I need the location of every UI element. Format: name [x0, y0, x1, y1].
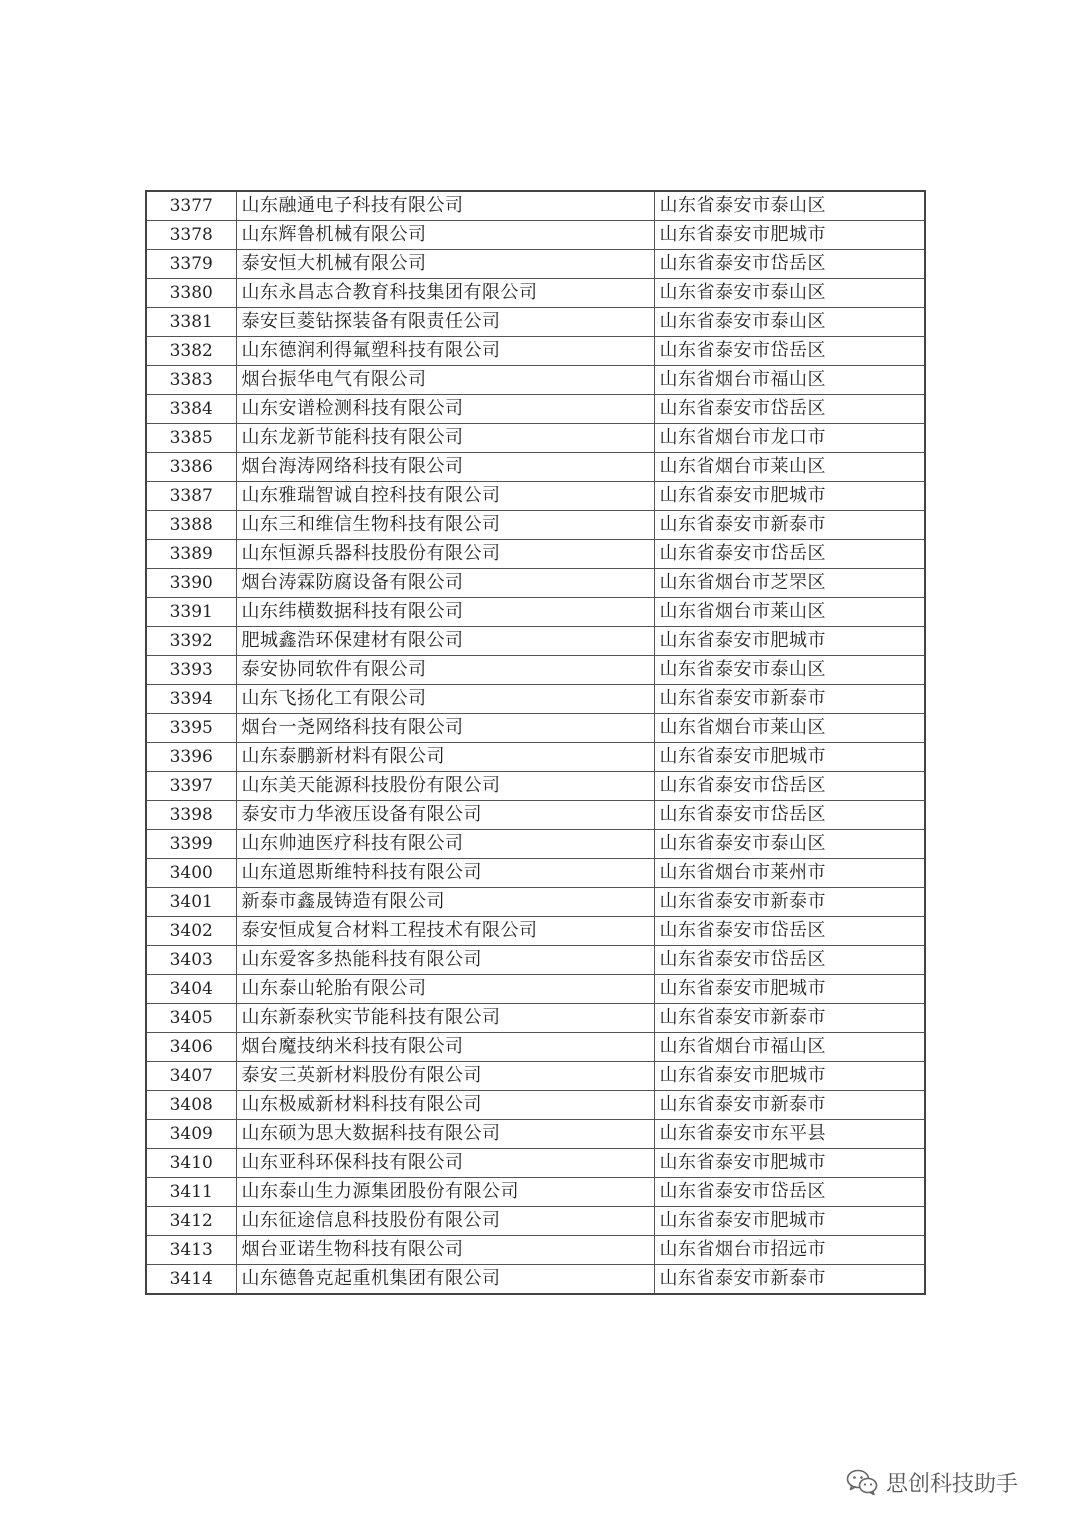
- company-name: 泰安协同软件有限公司: [236, 656, 654, 685]
- company-location: 山东省泰安市东平县: [654, 1120, 925, 1149]
- table-row: [146, 221, 925, 250]
- table-row: [146, 250, 925, 279]
- company-location: 山东省烟台市莱州市: [654, 859, 925, 888]
- company-name: 泰安恒成复合材料工程技术有限公司: [236, 917, 654, 946]
- company-name: 山东三和维信生物科技有限公司: [236, 511, 654, 540]
- table-row: [146, 1091, 925, 1120]
- row-number: 3399: [146, 830, 236, 859]
- company-name: 山东德润利得氟塑科技有限公司: [236, 337, 654, 366]
- row-number: 3391: [146, 598, 236, 627]
- company-location: 山东省泰安市泰山区: [654, 830, 925, 859]
- row-number: 3408: [146, 1091, 236, 1120]
- company-name: 泰安市力华液压设备有限公司: [236, 801, 654, 830]
- row-number: 3406: [146, 1033, 236, 1062]
- company-name: 山东道恩斯维特科技有限公司: [236, 859, 654, 888]
- company-list-table: [145, 190, 926, 1295]
- table-row: [146, 366, 925, 395]
- table-row: [146, 337, 925, 366]
- table-row: [146, 511, 925, 540]
- company-location: 山东省泰安市肥城市: [654, 1149, 925, 1178]
- company-name: 山东泰山轮胎有限公司: [236, 975, 654, 1004]
- table-row: [146, 395, 925, 424]
- row-number: 3384: [146, 395, 236, 424]
- row-number: 3404: [146, 975, 236, 1004]
- company-name: 山东纬横数据科技有限公司: [236, 598, 654, 627]
- table-row: [146, 1120, 925, 1149]
- company-location: 山东省烟台市莱山区: [654, 714, 925, 743]
- company-name: 山东永昌志合教育科技集团有限公司: [236, 279, 654, 308]
- company-name: 山东征途信息科技股份有限公司: [236, 1207, 654, 1236]
- table-row: [146, 627, 925, 656]
- table-row: [146, 859, 925, 888]
- row-number: 3401: [146, 888, 236, 917]
- row-number: 3409: [146, 1120, 236, 1149]
- company-name: 山东帅迪医疗科技有限公司: [236, 830, 654, 859]
- table-row: [146, 1004, 925, 1033]
- table-row: [146, 482, 925, 511]
- company-location: 山东省泰安市岱岳区: [654, 917, 925, 946]
- company-name: 山东雅瑞智诚自控科技有限公司: [236, 482, 654, 511]
- row-number: 3414: [146, 1265, 236, 1295]
- company-location: 山东省泰安市新泰市: [654, 1091, 925, 1120]
- company-name: 烟台亚诺生物科技有限公司: [236, 1236, 654, 1265]
- company-location: 山东省泰安市肥城市: [654, 743, 925, 772]
- table-row: [146, 656, 925, 685]
- company-location: 山东省泰安市岱岳区: [654, 337, 925, 366]
- company-name: 泰安恒大机械有限公司: [236, 250, 654, 279]
- company-location: 山东省泰安市岱岳区: [654, 250, 925, 279]
- company-location: 山东省泰安市肥城市: [654, 1062, 925, 1091]
- company-name: 肥城鑫浩环保建材有限公司: [236, 627, 654, 656]
- row-number: 3388: [146, 511, 236, 540]
- row-number: 3392: [146, 627, 236, 656]
- table-row: [146, 975, 925, 1004]
- table-row: [146, 830, 925, 859]
- company-location: 山东省烟台市福山区: [654, 366, 925, 395]
- company-name: 烟台魔技纳米科技有限公司: [236, 1033, 654, 1062]
- company-name: 山东泰鹏新材料有限公司: [236, 743, 654, 772]
- row-number: 3403: [146, 946, 236, 975]
- table-row: [146, 1207, 925, 1236]
- table-row: [146, 946, 925, 975]
- watermark-text: 思创科技助手: [886, 1471, 1019, 1497]
- row-number: 3389: [146, 540, 236, 569]
- table-row: [146, 1033, 925, 1062]
- table-row: [146, 424, 925, 453]
- table-row: [146, 685, 925, 714]
- company-name: 山东爱客多热能科技有限公司: [236, 946, 654, 975]
- row-number: 3393: [146, 656, 236, 685]
- row-number: 3395: [146, 714, 236, 743]
- row-number: 3402: [146, 917, 236, 946]
- company-name: 山东新泰秋实节能科技有限公司: [236, 1004, 654, 1033]
- table-row: [146, 308, 925, 337]
- row-number: 3410: [146, 1149, 236, 1178]
- table-row: [146, 598, 925, 627]
- table-row: [146, 714, 925, 743]
- table-row: [146, 1236, 925, 1265]
- company-name: 泰安三英新材料股份有限公司: [236, 1062, 654, 1091]
- row-number: 3413: [146, 1236, 236, 1265]
- company-location: 山东省泰安市岱岳区: [654, 540, 925, 569]
- table-row: [146, 191, 925, 221]
- row-number: 3412: [146, 1207, 236, 1236]
- row-number: 3382: [146, 337, 236, 366]
- company-location: 山东省烟台市招远市: [654, 1236, 925, 1265]
- row-number: 3411: [146, 1178, 236, 1207]
- company-name: 山东泰山生力源集团股份有限公司: [236, 1178, 654, 1207]
- row-number: 3377: [146, 191, 236, 221]
- row-number: 3381: [146, 308, 236, 337]
- row-number: 3378: [146, 221, 236, 250]
- row-number: 3394: [146, 685, 236, 714]
- row-number: 3380: [146, 279, 236, 308]
- company-location: 山东省泰安市泰山区: [654, 191, 925, 221]
- table-row: [146, 453, 925, 482]
- company-name: 山东德鲁克起重机集团有限公司: [236, 1265, 654, 1295]
- company-location: 山东省泰安市岱岳区: [654, 946, 925, 975]
- company-location: 山东省泰安市肥城市: [654, 482, 925, 511]
- row-number: 3387: [146, 482, 236, 511]
- table-row: [146, 540, 925, 569]
- company-location: 山东省泰安市肥城市: [654, 221, 925, 250]
- company-name: 烟台一尧网络科技有限公司: [236, 714, 654, 743]
- company-location: 山东省泰安市岱岳区: [654, 395, 925, 424]
- company-location: 山东省泰安市泰山区: [654, 656, 925, 685]
- row-number: 3407: [146, 1062, 236, 1091]
- company-name: 山东极威新材料科技有限公司: [236, 1091, 654, 1120]
- company-name: 山东辉鲁机械有限公司: [236, 221, 654, 250]
- company-location: 山东省泰安市肥城市: [654, 627, 925, 656]
- company-location: 山东省泰安市新泰市: [654, 1265, 925, 1295]
- company-location: 山东省泰安市泰山区: [654, 279, 925, 308]
- table-row: [146, 888, 925, 917]
- company-name: 泰安巨菱钻探装备有限责任公司: [236, 308, 654, 337]
- company-name: 烟台振华电气有限公司: [236, 366, 654, 395]
- table-row: [146, 569, 925, 598]
- company-location: 山东省泰安市新泰市: [654, 685, 925, 714]
- row-number: 3397: [146, 772, 236, 801]
- company-name: 山东安谱检测科技有限公司: [236, 395, 654, 424]
- table-row: [146, 801, 925, 830]
- row-number: 3383: [146, 366, 236, 395]
- company-location: 山东省烟台市莱山区: [654, 598, 925, 627]
- company-location: 山东省泰安市新泰市: [654, 1004, 925, 1033]
- company-name: 山东亚科环保科技有限公司: [236, 1149, 654, 1178]
- table-row: [146, 1265, 925, 1295]
- company-location: 山东省泰安市泰山区: [654, 308, 925, 337]
- table-row: [146, 1149, 925, 1178]
- table-row: [146, 917, 925, 946]
- row-number: 3400: [146, 859, 236, 888]
- row-number: 3379: [146, 250, 236, 279]
- company-name: 山东恒源兵器科技股份有限公司: [236, 540, 654, 569]
- table-body: [146, 191, 925, 1294]
- company-location: 山东省泰安市新泰市: [654, 511, 925, 540]
- table-row: [146, 279, 925, 308]
- company-name: 山东龙新节能科技有限公司: [236, 424, 654, 453]
- company-location: 山东省烟台市龙口市: [654, 424, 925, 453]
- company-location: 山东省泰安市肥城市: [654, 975, 925, 1004]
- row-number: 3385: [146, 424, 236, 453]
- company-location: 山东省泰安市新泰市: [654, 888, 925, 917]
- table-row: [146, 772, 925, 801]
- company-location: 山东省烟台市福山区: [654, 1033, 925, 1062]
- wechat-icon: [846, 1468, 878, 1496]
- company-name: 山东融通电子科技有限公司: [236, 191, 654, 221]
- row-number: 3386: [146, 453, 236, 482]
- company-location: 山东省泰安市岱岳区: [654, 801, 925, 830]
- table-row: [146, 743, 925, 772]
- table-row: [146, 1062, 925, 1091]
- company-name: 山东飞扬化工有限公司: [236, 685, 654, 714]
- company-location: 山东省泰安市岱岳区: [654, 1178, 925, 1207]
- company-location: 山东省泰安市肥城市: [654, 1207, 925, 1236]
- company-name: 新泰市鑫晟铸造有限公司: [236, 888, 654, 917]
- row-number: 3398: [146, 801, 236, 830]
- watermark: [846, 1462, 1018, 1502]
- company-location: 山东省泰安市岱岳区: [654, 772, 925, 801]
- company-name: 山东硕为思大数据科技有限公司: [236, 1120, 654, 1149]
- table-row: [146, 1178, 925, 1207]
- company-location: 山东省烟台市莱山区: [654, 453, 925, 482]
- company-name: 烟台涛霖防腐设备有限公司: [236, 569, 654, 598]
- company-name: 烟台海涛网络科技有限公司: [236, 453, 654, 482]
- row-number: 3405: [146, 1004, 236, 1033]
- company-name: 山东美天能源科技股份有限公司: [236, 772, 654, 801]
- company-location: 山东省烟台市芝罘区: [654, 569, 925, 598]
- row-number: 3396: [146, 743, 236, 772]
- row-number: 3390: [146, 569, 236, 598]
